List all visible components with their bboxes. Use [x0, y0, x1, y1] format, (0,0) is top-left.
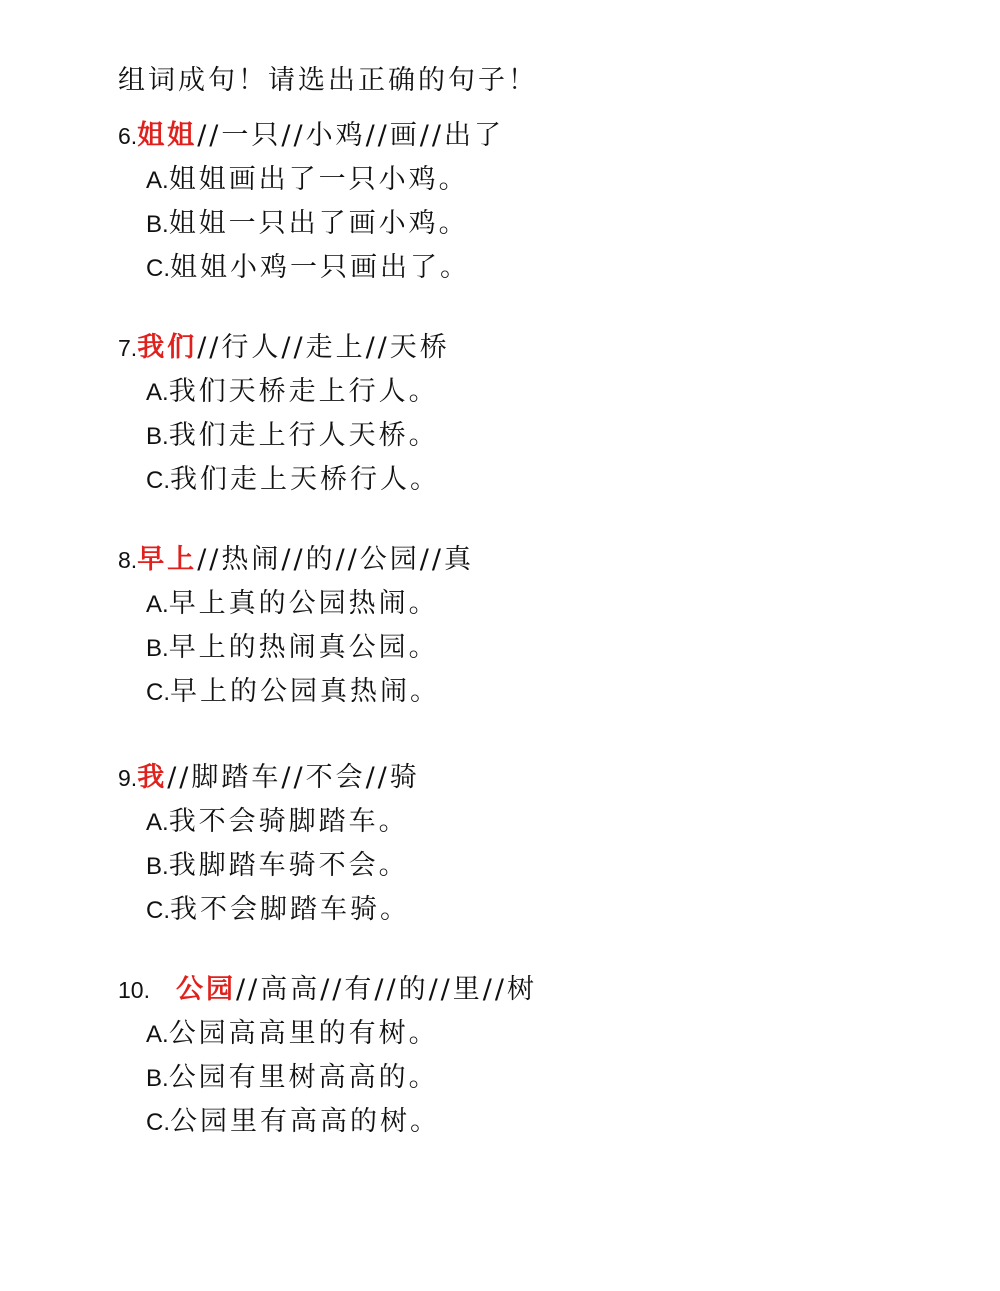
option-c[interactable] — [118, 458, 938, 502]
option-letter: B. — [146, 211, 169, 238]
option-text: 姐姐画出了一只小鸡。 — [168, 164, 469, 195]
question-number: 10. — [118, 977, 150, 1003]
option-text: 姐姐一只出了画小鸡。 — [168, 208, 469, 239]
option-b[interactable] — [118, 844, 938, 888]
question-6 — [118, 114, 938, 290]
option-c[interactable] — [118, 1100, 938, 1144]
question-keyword: 公园 — [176, 974, 236, 1005]
option-letter: B. — [146, 635, 169, 662]
question-words: //行人//走上//天桥 — [197, 332, 450, 363]
question-prompt — [118, 114, 938, 158]
option-text: 早上的公园真热闹。 — [170, 676, 440, 707]
option-letter: C. — [146, 255, 170, 282]
option-c[interactable] — [118, 670, 938, 714]
question-prompt — [118, 756, 938, 800]
option-text: 公园有里树高高的。 — [168, 1062, 439, 1093]
option-text: 公园高高里的有树。 — [168, 1018, 439, 1049]
question-number: 7. — [118, 335, 138, 361]
option-a[interactable] — [118, 1012, 938, 1056]
question-keyword: 我们 — [137, 332, 198, 363]
option-a[interactable] — [118, 800, 938, 844]
option-a[interactable] — [118, 582, 938, 626]
option-c[interactable] — [118, 888, 938, 932]
question-10 — [118, 968, 938, 1144]
option-letter: B. — [146, 853, 169, 880]
question-prompt — [118, 538, 938, 582]
option-letter: A. — [146, 167, 169, 194]
option-a[interactable] — [118, 158, 938, 202]
option-letter: A. — [146, 591, 169, 618]
option-text: 早上的热闹真公园。 — [168, 632, 439, 663]
option-letter: C. — [146, 897, 170, 924]
option-text: 我不会骑脚踏车。 — [168, 806, 409, 837]
option-text: 我们走上天桥行人。 — [170, 464, 440, 495]
option-letter: A. — [146, 809, 169, 836]
option-text: 我不会脚踏车骑。 — [170, 894, 410, 925]
option-text: 我们走上行人天桥。 — [168, 420, 439, 451]
option-letter: C. — [146, 1109, 170, 1136]
option-text: 早上真的公园热闹。 — [168, 588, 439, 619]
question-7 — [118, 326, 938, 502]
option-letter: B. — [146, 423, 169, 450]
option-text: 我们天桥走上行人。 — [168, 376, 439, 407]
option-a[interactable] — [118, 370, 938, 414]
option-c[interactable] — [118, 246, 938, 290]
question-number: 6. — [118, 123, 138, 149]
option-text: 我脚踏车骑不会。 — [168, 850, 409, 881]
question-keyword: 姐姐 — [137, 120, 198, 151]
question-keyword: 我 — [137, 762, 168, 793]
option-b[interactable] — [118, 1056, 938, 1100]
option-b[interactable] — [118, 626, 938, 670]
option-text: 公园里有高高的树。 — [170, 1106, 440, 1137]
question-words: //热闹//的//公园//真 — [197, 544, 474, 575]
option-letter: A. — [146, 379, 169, 406]
option-letter: C. — [146, 679, 170, 706]
option-b[interactable] — [118, 202, 938, 246]
question-number: 9. — [118, 765, 138, 791]
question-number: 8. — [118, 547, 138, 573]
option-text: 姐姐小鸡一只画出了。 — [170, 252, 470, 283]
question-prompt — [118, 326, 938, 370]
option-b[interactable] — [118, 414, 938, 458]
option-letter: A. — [146, 1021, 169, 1048]
question-prompt — [118, 968, 938, 1012]
option-letter: B. — [146, 1065, 169, 1092]
question-words: //高高//有//的//里//树 — [236, 974, 537, 1005]
question-9 — [118, 756, 938, 932]
worksheet-title: 组词成句！请选出正确的句子！ — [118, 65, 538, 96]
question-words: //脚踏车//不会//骑 — [167, 762, 420, 793]
option-letter: C. — [146, 467, 170, 494]
question-8 — [118, 538, 938, 714]
question-words: //一只//小鸡//画//出了 — [197, 120, 504, 151]
question-keyword: 早上 — [137, 544, 198, 575]
